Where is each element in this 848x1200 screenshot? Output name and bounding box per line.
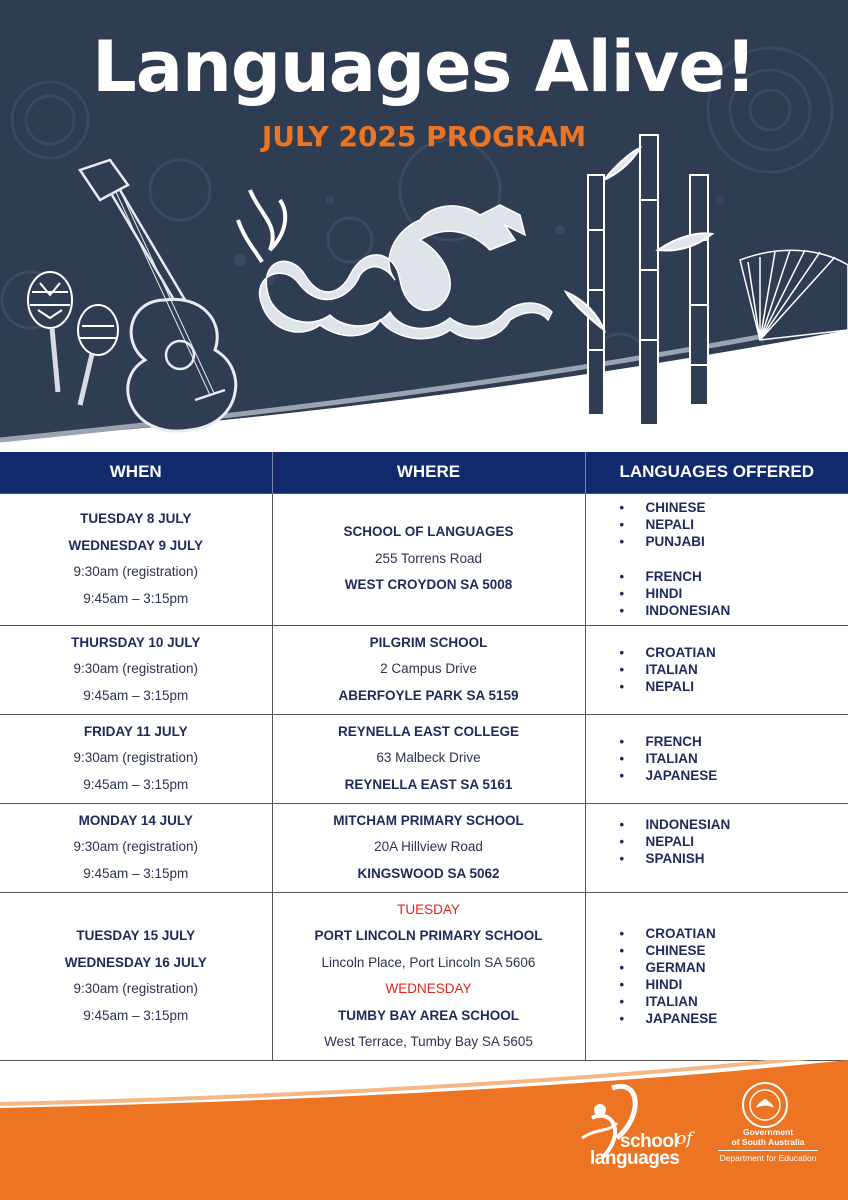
- when-cell: [0, 892, 272, 1060]
- list-item: • INDONESIAN: [620, 602, 848, 619]
- languages-list: [586, 644, 848, 695]
- venue-name: PILGRIM SCHOOL: [369, 634, 488, 650]
- dragon-icon: [238, 190, 552, 339]
- list-item: • CHINESE: [620, 499, 848, 516]
- registration-time: 9:30am (registration): [73, 661, 199, 677]
- list-item: • INDONESIAN: [620, 816, 848, 833]
- registration-time: 9:30am (registration): [73, 750, 199, 766]
- venue-suburb: KINGSWOOD SA 5062: [357, 865, 500, 881]
- list-item: • CROATIAN: [620, 644, 848, 661]
- venue-suburb: WEST CROYDON SA 5008: [344, 577, 513, 593]
- school-logo-text: school: [620, 1131, 679, 1152]
- table-row: [0, 493, 848, 625]
- registration-time: 9:30am (registration): [73, 564, 199, 579]
- venue-address: 255 Torrens Road: [374, 550, 483, 566]
- venue-address: 63 Malbeck Drive: [376, 750, 481, 766]
- gov-logo-line1: Government: [742, 1127, 794, 1137]
- table-row: [0, 625, 848, 714]
- list-item: • GERMAN: [620, 959, 848, 976]
- venue-name: SCHOOL OF LANGUAGES: [343, 524, 514, 540]
- list-item: • FRENCH: [620, 733, 848, 750]
- when-cell: [0, 803, 272, 892]
- languages-list: [586, 733, 848, 784]
- languages-list: [586, 925, 848, 1027]
- table-row: [0, 892, 848, 1060]
- list-item: • ITALIAN: [620, 993, 848, 1010]
- when-cell: [0, 493, 272, 625]
- list-item: • JAPANESE: [620, 767, 848, 784]
- venue-suburb: REYNELLA EAST SA 5161: [344, 776, 513, 792]
- school-logo-text-2: languages: [590, 1148, 680, 1169]
- list-item: • FRENCH: [620, 568, 848, 585]
- page-title: Languages Alive!: [92, 26, 756, 108]
- session-time: 9:45am – 3:15pm: [83, 776, 189, 792]
- gov-logo-line2: of South Australia: [718, 1138, 818, 1152]
- date-text: MONDAY 14 JULY: [78, 812, 193, 828]
- languages-cell: [585, 803, 848, 892]
- column-header-languages: LANGUAGES OFFERED: [585, 452, 848, 493]
- languages-cell: [585, 714, 848, 803]
- venue-name: MITCHAM PRIMARY SCHOOL: [333, 812, 524, 828]
- venue-name: TUMBY BAY AREA SCHOOL: [337, 1007, 520, 1023]
- fan-icon: [740, 250, 848, 340]
- list-item: • NEPALI: [620, 678, 848, 695]
- list-item: • NEPALI: [620, 833, 848, 850]
- where-cell: [272, 714, 585, 803]
- table-row: [0, 803, 848, 892]
- languages-cell: [585, 493, 848, 625]
- date-text: TUESDAY 8 JULY: [80, 511, 192, 526]
- languages-cell: [585, 625, 848, 714]
- where-cell: [272, 493, 585, 625]
- header-banner: [0, 0, 848, 452]
- list-item: • HINDI: [620, 585, 848, 602]
- sa-government-crest-icon: [740, 1080, 790, 1130]
- registration-time: 9:30am (registration): [73, 839, 199, 855]
- day-label: TUESDAY: [397, 901, 460, 917]
- list-item: • ITALIAN: [620, 750, 848, 767]
- session-time: 9:45am – 3:15pm: [83, 865, 189, 881]
- session-time: 9:45am – 3:15pm: [83, 687, 189, 703]
- table-header-row: [0, 452, 848, 493]
- list-item: • SPANISH: [620, 850, 848, 867]
- day-label: WEDNESDAY: [385, 981, 472, 996]
- maracas-icon: [28, 272, 118, 405]
- when-cell: [0, 625, 272, 714]
- venue-address: West Terrace, Tumby Bay SA 5605: [324, 1034, 533, 1049]
- when-cell: [0, 714, 272, 803]
- list-item: • CROATIAN: [620, 925, 848, 942]
- bamboo-icon: [566, 135, 712, 425]
- guitar-icon: [80, 160, 236, 431]
- date-text: WEDNESDAY 16 JULY: [64, 954, 207, 970]
- program-table: [0, 452, 848, 1061]
- languages-list: [586, 499, 848, 619]
- list-item: • PUNJABI: [620, 533, 848, 550]
- list-item: • HINDI: [620, 976, 848, 993]
- where-cell: [272, 892, 585, 1060]
- date-text: TUESDAY 15 JULY: [76, 928, 196, 943]
- venue-address: Lincoln Place, Port Lincoln SA 5606: [321, 954, 536, 970]
- date-text: FRIDAY 11 JULY: [83, 723, 188, 739]
- date-text: THURSDAY 10 JULY: [71, 634, 201, 650]
- session-time: 9:45am – 3:15pm: [83, 1007, 189, 1023]
- table-row: [0, 714, 848, 803]
- column-header-where: WHERE: [272, 452, 585, 493]
- registration-time: 9:30am (registration): [73, 981, 199, 996]
- where-cell: [272, 803, 585, 892]
- page-subtitle: JULY 2025 PROGRAM: [261, 120, 587, 153]
- list-item: • NEPALI: [620, 516, 848, 533]
- venue-name: PORT LINCOLN PRIMARY SCHOOL: [314, 928, 543, 943]
- venue-name: REYNELLA EAST COLLEGE: [337, 723, 519, 739]
- session-time: 9:45am – 3:15pm: [83, 590, 189, 606]
- gov-logo-line3: Department for Education: [719, 1153, 817, 1163]
- venue-suburb: ABERFOYLE PARK SA 5159: [338, 687, 519, 703]
- sa-government-logo: [714, 1128, 822, 1165]
- column-header-when: WHEN: [0, 452, 272, 493]
- school-logo-of: of: [676, 1129, 693, 1149]
- where-cell: [272, 625, 585, 714]
- list-item: • CHINESE: [620, 942, 848, 959]
- list-item: • ITALIAN: [620, 661, 848, 678]
- languages-list: [586, 816, 848, 867]
- languages-cell: [585, 892, 848, 1060]
- venue-address: 2 Campus Drive: [380, 661, 477, 677]
- list-item: • JAPANESE: [620, 1010, 848, 1027]
- venue-address: 20A Hillview Road: [374, 839, 483, 855]
- date-text: WEDNESDAY 9 JULY: [68, 537, 204, 553]
